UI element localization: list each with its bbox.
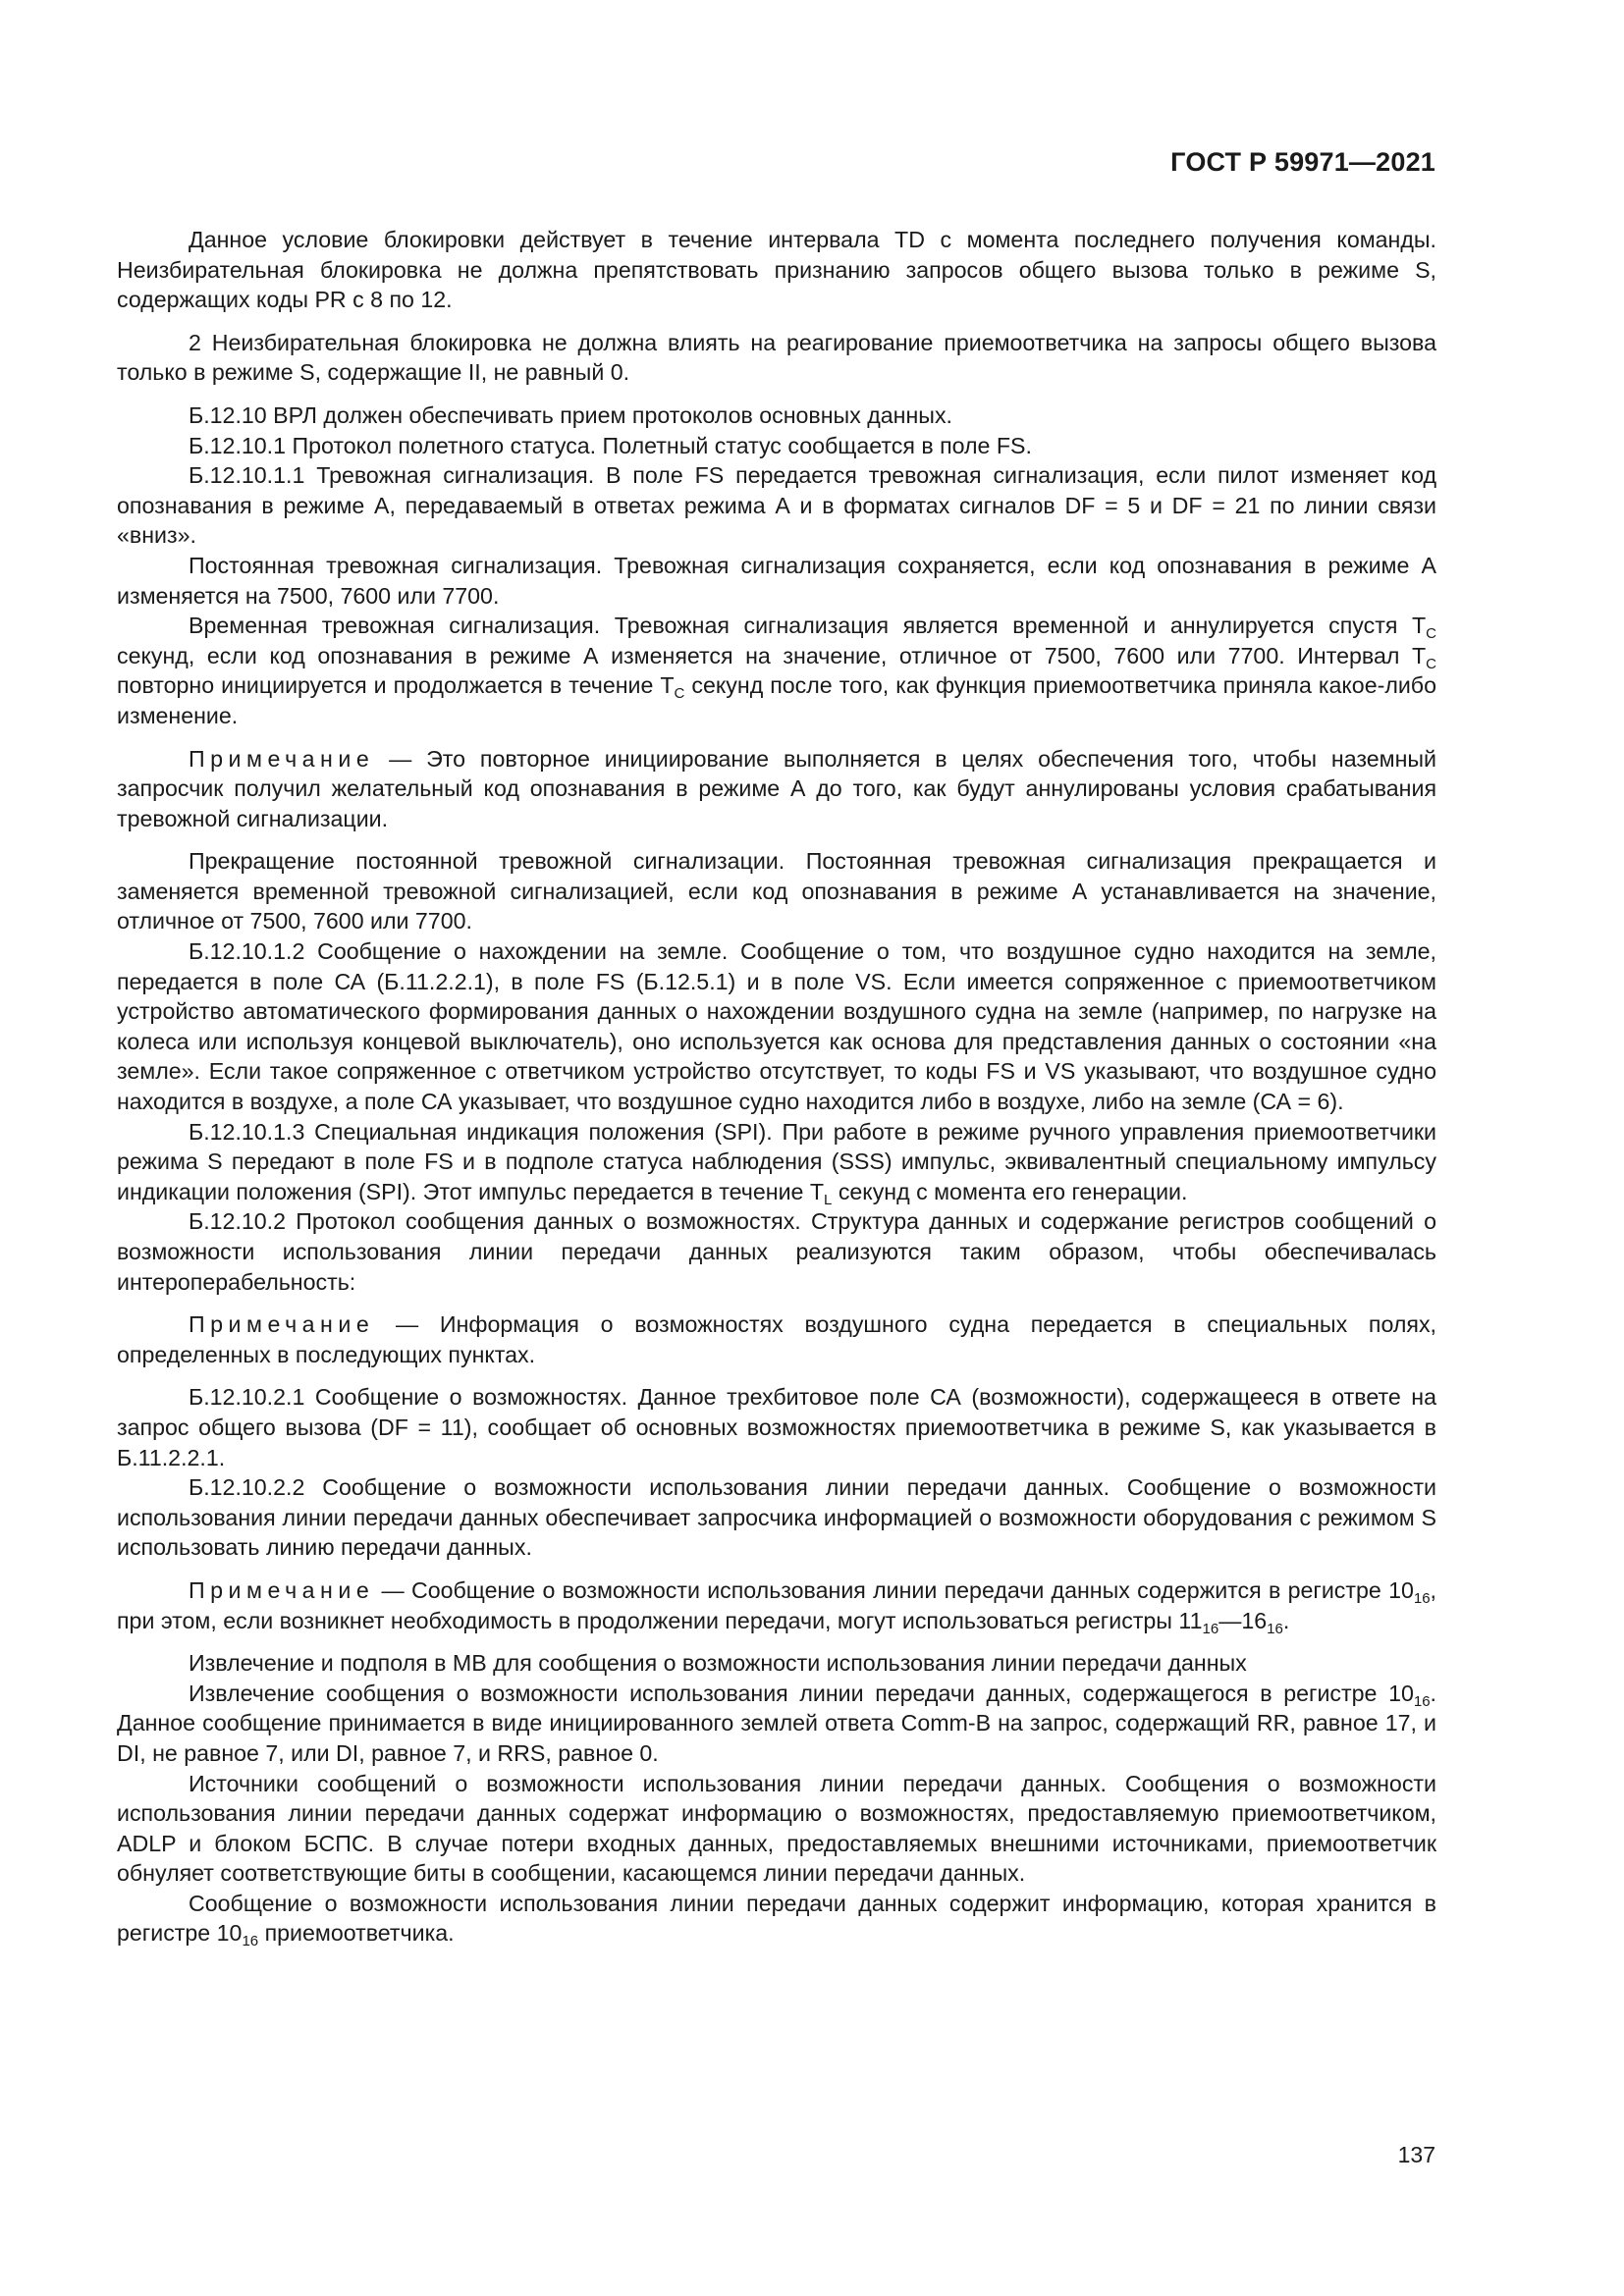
text-run: — Информация о возможностях воздушного судна передается в специальных полях, определенных в последующих пунктах. <box>117 1311 1436 1367</box>
subscript: C <box>1426 655 1436 672</box>
note-label: Примечание <box>189 1311 375 1338</box>
document-header: ГОСТ Р 59971—2021 <box>1170 147 1435 177</box>
paragraph-spi <box>117 1117 1436 1207</box>
symbol-t: T <box>809 1178 825 1204</box>
register-number: 16 <box>1241 1607 1268 1633</box>
paragraph: Данное условие блокировки действует в течение интервала TD с момента последнего получения команды. Неизбирательная блокировка не должна препятствовать признанию запросов общего вызова только в режиме S, содержащих коды PR с 8 по 12. <box>117 227 1436 313</box>
text-run: Б.12.10.1.3 Специальная индикация положения (SPI). При работе в режиме ручного управления приемоответчики режима S передают в поле FS и в подполе статуса наблюдения (SSS) импульс, эквивалентный специальному импульсу индикации положения (SPI). Этот импульс передается в течение <box>117 1118 1436 1204</box>
text-run: , при этом, если возникнет необходимость в продолжении передачи, могут использоваться регистры <box>117 1576 1436 1633</box>
paragraph: Б.12.10 ВРЛ должен обеспечивать прием протоколов основных данных. <box>189 401 952 428</box>
note-paragraph <box>117 1309 1436 1369</box>
note-paragraph <box>117 744 1436 834</box>
note-paragraph <box>117 1575 1436 1635</box>
subscript: 16 <box>242 1933 259 1950</box>
note-label: Примечание <box>189 1576 375 1603</box>
paragraph-extraction <box>117 1679 1436 1769</box>
paragraph: Б.12.10.1.1 Тревожная сигнализация. В поле FS передается тревожная сигнализация, если пилот изменяет код опознавания в режиме А, передаваемый в ответах режима А и в форматах сигналов DF = 5 и DF = 21 по линии связи «вниз». <box>117 462 1436 549</box>
subscript: 16 <box>1202 1620 1219 1637</box>
paragraph: Б.12.10.2 Протокол сообщения данных о возможностях. Структура данных и содержание регистров сообщений о возможности использования линии передачи данных реализуются таким образом, чтобы обеспечивалась интероперабельность: <box>117 1208 1436 1295</box>
register-number: 10 <box>216 1920 243 1947</box>
subscript: L <box>824 1191 833 1208</box>
text-run: — Сообщение о возможности использования линии передачи данных содержится в регистре <box>374 1576 1389 1603</box>
symbol-t: T <box>1411 613 1427 639</box>
paragraph: Источники сообщений о возможности использования линии передачи данных. Сообщения о возможности использования линии передачи данных содержат информацию о возможностях, предоставляемую приемоответчиком, ADLP и блоком БСПС. В случае потери входных данных, предоставляемых внешними источниками, приемоответчик обнуляет соответствующие биты в сообщении, касающемся линии передачи данных. <box>117 1770 1436 1887</box>
dash: — <box>1218 1607 1242 1633</box>
register-number: 10 <box>1388 1680 1414 1706</box>
text-run: секунд, если код опознавания в режиме А изменяется на значение, отличное от 7500, 7600 или 7700. Интервал <box>117 642 1412 668</box>
subscript: C <box>674 685 685 703</box>
text-run: секунд с момента его генерации. <box>832 1178 1188 1204</box>
paragraph-register <box>117 1889 1436 1949</box>
text-run: приемоответчика. <box>258 1920 455 1947</box>
text-run: Сообщение о возможности использования линии передачи данных содержит информацию, которая хранится в регистре <box>117 1890 1436 1947</box>
subscript: 16 <box>1267 1620 1283 1637</box>
subscript: 16 <box>1413 1692 1431 1710</box>
text-run: повторно инициируется и продолжается в течение <box>117 672 661 699</box>
paragraph: Б.12.10.2.2 Сообщение о возможности использования линии передачи данных. Сообщение о возможности использования линии передачи данных обеспечивает запросчика информацией о возможности оборудования с режимом S использовать линию передачи данных. <box>117 1474 1436 1561</box>
subscript: C <box>1426 625 1436 643</box>
text-run: . Данное сообщение принимается в виде инициированного землей ответа Comm-B на запрос, содержащий RR, равное 17, и DI, не равное 7, или DI, равное 7, и RRS, равное 0. <box>117 1680 1436 1766</box>
text-run: секунд после того, как функция приемоответчика приняла какое-либо изменение. <box>117 672 1436 728</box>
paragraph-temporary-alarm <box>117 611 1436 730</box>
register-number: 11 <box>1178 1607 1203 1633</box>
text-run: — Это повторное инициирование выполняется в целях обеспечения того, чтобы наземный запросчик получил желательный код опознавания в режиме А до того, как будут аннулированы условия срабатывания тревожной сигнализации. <box>117 745 1436 831</box>
paragraph: Б.12.10.2.1 Сообщение о возможностях. Данное трехбитовое поле СА (возможности), содержащееся в ответе на запрос общего вызова (DF = 11), сообщает об основных возможностях приемоответчика в режиме S, как указывается в Б.11.2.2.1. <box>117 1384 1436 1470</box>
paragraph: Б.12.10.1.2 Сообщение о нахождении на земле. Сообщение о том, что воздушное судно находится на земле, передается в поле СА (Б.11.2.2.1), в поле FS (Б.12.5.1) и в поле VS. Если имеется сопряженное с приемоответчиком устройство автоматического формирования данных о нахождении воздушного судна на земле (например, по нагрузке на колеса или используя концевой выключатель), оно используется как основа для представления данных о состоянии «на земле». Если такое сопряженное с ответчиком устройство отсутствует, то коды FS и VS указывают, что воздушное судно находится в воздухе, а поле СА указывает, что воздушное судно находится либо в воздухе, либо на земле (СА = 6). <box>117 938 1436 1115</box>
symbol-t: T <box>1411 642 1427 668</box>
document-body <box>117 225 1436 1949</box>
register-number: 10 <box>1388 1576 1414 1603</box>
paragraph: Б.12.10.1 Протокол полетного статуса. Полетный статус сообщается в поле FS. <box>189 432 1032 458</box>
paragraph: Постоянная тревожная сигнализация. Тревожная сигнализация сохраняется, если код опознавания в режиме А изменяется на 7500, 7600 или 7700. <box>117 552 1436 609</box>
paragraph: Прекращение постоянной тревожной сигнализации. Постоянная тревожная сигнализация прекращается и заменяется временной тревожной сигнализацией, если код опознавания в режиме А устанавливается на значение, отличное от 7500, 7600 или 7700. <box>117 848 1436 934</box>
symbol-t: T <box>660 672 675 699</box>
note-paragraph: 2 Неизбирательная блокировка не должна влиять на реагирование приемоответчика на запросы общего вызова только в режиме S, содержащие II, не равный 0. <box>117 329 1436 386</box>
subscript: 16 <box>1413 1589 1431 1607</box>
note-label: Примечание <box>189 745 375 772</box>
text-run: Временная тревожная сигнализация. Тревожная сигнализация является временной и аннулируется спустя <box>189 613 1412 639</box>
page-number: 137 <box>1397 2142 1435 2167</box>
period: . <box>1282 1607 1290 1633</box>
paragraph: Извлечение и подполя в МВ для сообщения о возможности использования линии передачи данных <box>189 1650 1247 1677</box>
text-run: Извлечение сообщения о возможности использования линии передачи данных, содержащегося в регистре <box>189 1680 1389 1706</box>
